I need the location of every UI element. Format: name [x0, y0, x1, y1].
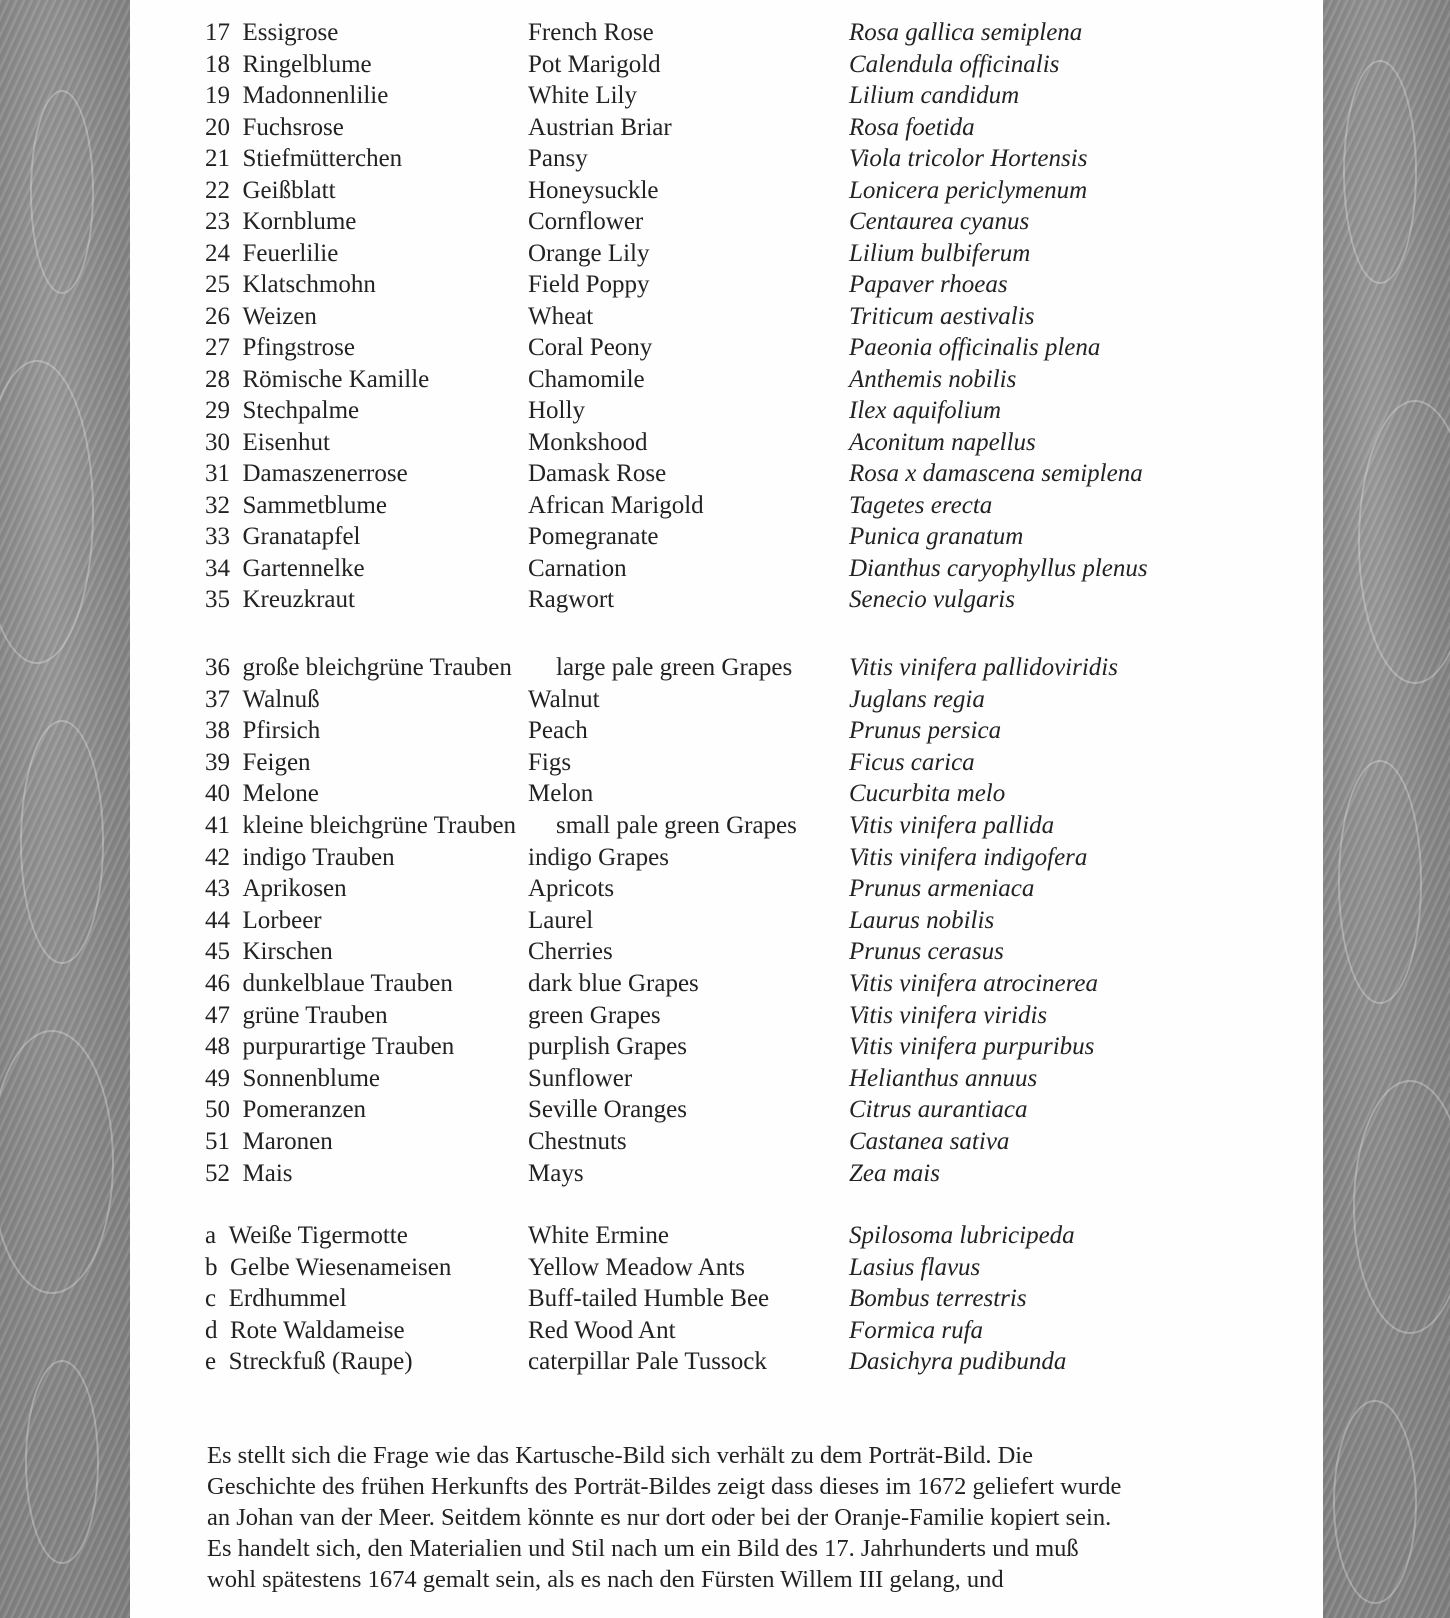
table-row [130, 1064, 1323, 1094]
entry-number: 38 [205, 717, 230, 745]
german-name [205, 1284, 347, 1314]
paragraph-line: an Johan van der Meer. Seitdem könnte es nur dort oder bei der Oranje-Familie kopiert sein. [207, 1504, 1112, 1531]
german-name-text: Pomeranzen [242, 1096, 367, 1124]
latin-name: Vitis vinifera indigofera [849, 843, 1088, 871]
german-name-text: Pfirsich [242, 717, 321, 745]
entry-number: 51 [205, 1128, 230, 1155]
german-name-text: Klatschmohn [242, 271, 376, 298]
german-name [205, 554, 365, 584]
english-name: Chestnuts [528, 1128, 627, 1155]
latin-name: Ficus carica [849, 748, 975, 776]
table-row [130, 716, 1323, 746]
german-name [205, 176, 336, 206]
entry-number: 42 [205, 843, 230, 871]
german-name [205, 302, 317, 332]
english-name: Buff-tailed Humble Bee [528, 1285, 770, 1312]
table-row [130, 522, 1323, 552]
entry-number: 27 [205, 334, 230, 361]
table-row [130, 81, 1323, 111]
german-name-text: Feigen [242, 748, 311, 776]
english-name: green Grapes [528, 1001, 661, 1029]
german-name-text: Madonnenlilie [242, 82, 389, 109]
paragraph-line: wohl spätestens 1674 gemalt sein, als es nach den Fürsten Willem III gelang, und [207, 1566, 1004, 1593]
table-row [130, 239, 1323, 269]
english-name: Red Wood Ant [528, 1316, 676, 1344]
entry-number: 49 [205, 1064, 230, 1092]
english-name: purplish Grapes [528, 1033, 687, 1061]
german-name-text: Kirschen [242, 938, 333, 966]
entry-number: 30 [205, 428, 230, 456]
latin-name: Prunus armeniaca [849, 875, 1035, 903]
english-name: Melon [528, 780, 594, 808]
fruit-ornament-icon [1353, 1080, 1450, 1334]
entry-number: b [205, 1253, 218, 1281]
embossed-border-right [1323, 0, 1450, 1618]
paragraph-line: Es stellt sich die Frage wie das Kartusche-Bild sich verhält zu dem Porträt-Bild. Die [207, 1442, 1033, 1469]
entry-number: 40 [205, 780, 230, 808]
latin-name: Senecio vulgaris [849, 586, 1015, 613]
german-name-text: Gartennelke [242, 554, 365, 582]
german-name [205, 18, 338, 48]
table-row [130, 176, 1323, 206]
flower-ornament-icon [20, 720, 104, 964]
entry-number: e [205, 1348, 217, 1375]
english-name: White Ermine [528, 1222, 669, 1249]
english-name: Cornflower [528, 208, 644, 235]
english-name: Apricots [528, 875, 615, 903]
document-page [130, 0, 1323, 1618]
latin-name: Rosa gallica semiplena [849, 19, 1083, 46]
german-name [205, 333, 355, 363]
table-row [130, 1032, 1323, 1062]
leaf-ornament-icon [0, 360, 94, 664]
latin-name: Ilex aquifolium [849, 397, 1002, 424]
german-name-text: Sonnenblume [242, 1064, 380, 1092]
table-row [130, 969, 1323, 999]
embossed-border-left [0, 0, 130, 1618]
english-name: Carnation [528, 554, 627, 582]
german-name-text: indigo Trauben [242, 843, 395, 871]
table-row [130, 1095, 1323, 1125]
german-name [205, 779, 319, 809]
entry-number: 17 [205, 19, 230, 46]
entry-number: 48 [205, 1033, 230, 1061]
latin-name: Lilium bulbiferum [849, 239, 1031, 267]
german-name [205, 969, 453, 999]
entry-number: c [205, 1285, 217, 1312]
entry-number: 37 [205, 685, 230, 713]
latin-name: Paeonia officinalis plena [849, 334, 1101, 361]
latin-name: Bombus terrestris [849, 1285, 1027, 1312]
german-name [205, 1159, 293, 1189]
leaf-ornament-icon [1358, 400, 1450, 684]
german-name [205, 239, 338, 269]
german-name [205, 653, 512, 683]
english-name: African Marigold [528, 491, 704, 519]
english-name: small pale green Grapes [556, 812, 797, 839]
english-name: Mays [528, 1159, 584, 1187]
german-name-text: Aprikosen [242, 875, 347, 903]
german-name [205, 1064, 380, 1094]
german-name-text: Essigrose [242, 19, 339, 46]
table-row [130, 18, 1323, 48]
latin-name: Dianthus caryophyllus plenus [849, 554, 1148, 582]
english-name: Damask Rose [528, 460, 667, 487]
latin-name: Formica rufa [849, 1316, 984, 1344]
english-name: Figs [528, 748, 572, 776]
german-name-text: Sammetblume [242, 491, 387, 519]
entry-number: a [205, 1222, 217, 1249]
english-name: French Rose [528, 19, 654, 46]
table-row [130, 491, 1323, 521]
german-name [205, 428, 330, 458]
latin-name: Viola tricolor Hortensis [849, 145, 1088, 172]
table-row [130, 270, 1323, 300]
entry-number: 29 [205, 397, 230, 424]
german-name [205, 1221, 408, 1251]
entry-number: 32 [205, 491, 230, 519]
table-row [130, 554, 1323, 584]
english-name: Pansy [528, 145, 588, 172]
english-name: Field Poppy [528, 271, 650, 298]
table-row [130, 906, 1323, 936]
table-row [130, 1284, 1323, 1314]
english-name: Honeysuckle [528, 176, 659, 204]
paragraph-line: Geschichte des frühen Herkunfts des Porträt-Bildes zeigt dass dieses im 1672 geliefert wurde [207, 1473, 1122, 1500]
german-name-text: purpurartige Trauben [242, 1033, 455, 1061]
english-name: Monkshood [528, 428, 648, 456]
table-row [130, 1221, 1323, 1251]
english-name: Pomegranate [528, 523, 659, 550]
table-row [130, 459, 1323, 489]
english-name: dark blue Grapes [528, 970, 699, 997]
entry-number: 25 [205, 271, 230, 298]
latin-name: Lasius flavus [849, 1253, 981, 1281]
latin-name: Zea mais [849, 1159, 940, 1187]
english-name: Chamomile [528, 365, 645, 393]
entry-number: 36 [205, 654, 230, 681]
table-row [130, 685, 1323, 715]
latin-name: Cucurbita melo [849, 780, 1006, 808]
latin-name: Vitis vinifera viridis [849, 1001, 1048, 1029]
english-name: indigo Grapes [528, 843, 669, 871]
german-name [205, 365, 429, 395]
latin-name: Anthemis nobilis [849, 365, 1017, 393]
german-name [205, 1032, 454, 1062]
german-name [205, 748, 311, 778]
entry-number: 50 [205, 1096, 230, 1124]
german-name [205, 1095, 366, 1125]
german-name-text: Erdhummel [228, 1285, 347, 1312]
latin-name: Vitis vinifera pallida [849, 812, 1055, 839]
german-name-text: Rote Waldameise [230, 1316, 405, 1344]
latin-name: Juglans regia [849, 685, 985, 713]
table-row [130, 1347, 1323, 1377]
latin-name: Lilium candidum [849, 82, 1020, 109]
entry-number: 21 [205, 145, 230, 172]
entry-number: 35 [205, 586, 230, 613]
entry-number: 31 [205, 460, 230, 487]
table-row [130, 1001, 1323, 1031]
table-row [130, 843, 1323, 873]
latin-name: Vitis vinifera purpuribus [849, 1033, 1095, 1061]
german-name-text: Streckfuß (Raupe) [228, 1348, 413, 1375]
latin-name: Lonicera periclymenum [849, 176, 1088, 204]
latin-name: Vitis vinifera pallidoviridis [849, 654, 1118, 681]
german-name-text: große bleichgrüne Trauben [242, 654, 512, 681]
entry-number: 39 [205, 748, 230, 776]
english-name: Peach [528, 717, 588, 745]
entry-number: 47 [205, 1001, 230, 1029]
english-name: Austrian Briar [528, 113, 672, 141]
german-name [205, 81, 388, 111]
table-row [130, 1159, 1323, 1189]
table-row [130, 396, 1323, 426]
latin-name: Helianthus annuus [849, 1064, 1038, 1092]
entry-number: 52 [205, 1159, 230, 1187]
entry-number: 26 [205, 302, 230, 330]
table-row [130, 1253, 1323, 1283]
german-name [205, 585, 355, 615]
german-name-text: Weiße Tigermotte [228, 1222, 408, 1249]
german-name [205, 50, 372, 80]
entry-number: 22 [205, 176, 230, 204]
german-name-text: Kreuzkraut [242, 586, 355, 613]
latin-name: Centaurea cyanus [849, 208, 1030, 235]
german-name-text: Ringelblume [242, 50, 372, 78]
vine-ornament-icon [1333, 1400, 1417, 1604]
german-name [205, 1347, 413, 1377]
table-row [130, 811, 1323, 841]
german-name-text: Melone [242, 780, 319, 808]
english-name: large pale green Grapes [556, 654, 793, 681]
german-name [205, 716, 320, 746]
table-row [130, 779, 1323, 809]
german-name [205, 906, 322, 936]
latin-name: Punica granatum [849, 523, 1024, 550]
english-name: Holly [528, 397, 585, 424]
vine-ornament-icon [25, 1360, 99, 1564]
entry-number: 45 [205, 938, 230, 966]
german-name-text: Geißblatt [242, 176, 336, 204]
german-name-text: Fuchsrose [242, 113, 344, 141]
german-name-text: Stechpalme [242, 397, 360, 424]
table-row [130, 874, 1323, 904]
latin-name: Papaver rhoeas [849, 271, 1008, 298]
entry-number: 23 [205, 208, 230, 235]
english-name: Coral Peony [528, 334, 653, 361]
german-name [205, 874, 347, 904]
german-name-text: Gelbe Wiesenameisen [230, 1253, 452, 1281]
german-name-text: Feuerlilie [242, 239, 339, 267]
table-row [130, 365, 1323, 395]
english-name: White Lily [528, 82, 637, 109]
latin-name: Triticum aestivalis [849, 302, 1035, 330]
latin-name: Calendula officinalis [849, 50, 1060, 78]
english-name: Pot Marigold [528, 50, 661, 78]
entry-number: 41 [205, 812, 230, 839]
german-name-text: Eisenhut [242, 428, 330, 456]
latin-name: Laurus nobilis [849, 906, 995, 934]
table-row [130, 302, 1323, 332]
german-name [205, 1001, 388, 1031]
german-name [205, 522, 360, 552]
german-name [205, 270, 376, 300]
latin-name: Dasichyra pudibunda [849, 1348, 1067, 1375]
entry-number: 33 [205, 523, 230, 550]
english-name: Yellow Meadow Ants [528, 1253, 745, 1281]
german-name [205, 843, 395, 873]
table-row [130, 207, 1323, 237]
entry-number: 43 [205, 875, 230, 903]
table-row [130, 113, 1323, 143]
german-name [205, 937, 333, 967]
latin-name: Aconitum napellus [849, 428, 1036, 456]
german-name [205, 113, 344, 143]
german-name [205, 491, 387, 521]
entry-number: 28 [205, 365, 230, 393]
entry-number: 34 [205, 554, 230, 582]
entry-number: 24 [205, 239, 230, 267]
german-name [205, 811, 516, 841]
german-name-text: Mais [242, 1159, 293, 1187]
wheat-ornament-icon [1343, 60, 1417, 284]
german-name-text: Kornblume [242, 208, 357, 235]
english-name: Seville Oranges [528, 1096, 687, 1124]
entry-number: 44 [205, 906, 230, 934]
latin-name: Citrus aurantiaca [849, 1096, 1028, 1124]
latin-name: Prunus cerasus [849, 938, 1004, 966]
german-name [205, 685, 320, 715]
english-name: Ragwort [528, 586, 615, 613]
latin-name: Rosa foetida [849, 113, 975, 141]
table-row [130, 653, 1323, 683]
german-name-text: Römische Kamille [242, 365, 430, 393]
latin-name: Prunus persica [849, 717, 1002, 745]
latin-name: Castanea sativa [849, 1128, 1010, 1155]
german-name-text: Weizen [242, 302, 317, 330]
english-name: caterpillar Pale Tussock [528, 1348, 767, 1375]
table-row [130, 50, 1323, 80]
german-name-text: dunkelblaue Trauben [242, 970, 453, 997]
german-name-text: Pfingstrose [242, 334, 355, 361]
wheat-ornament-icon [30, 90, 94, 294]
german-name-text: Damaszenerrose [242, 460, 408, 487]
entry-number: 46 [205, 970, 230, 997]
english-name: Laurel [528, 906, 594, 934]
table-row [130, 144, 1323, 174]
german-name-text: grüne Trauben [242, 1001, 388, 1029]
fruit-ornament-icon [0, 1030, 114, 1294]
english-name: Orange Lily [528, 239, 650, 267]
flower-ornament-icon [1338, 760, 1422, 1004]
german-name [205, 144, 402, 174]
entry-number: 18 [205, 50, 230, 78]
german-name-text: kleine bleichgrüne Trauben [242, 812, 517, 839]
german-name [205, 459, 408, 489]
table-row [130, 748, 1323, 778]
english-name: Sunflower [528, 1064, 633, 1092]
english-name: Cherries [528, 938, 613, 966]
german-name-text: Lorbeer [242, 906, 322, 934]
body-paragraph [207, 1440, 1297, 1595]
table-row [130, 1316, 1323, 1346]
table-row [130, 1127, 1323, 1157]
table-row [130, 333, 1323, 363]
german-name [205, 396, 359, 426]
german-name [205, 1127, 333, 1157]
german-name-text: Granatapfel [242, 523, 361, 550]
german-name-text: Stiefmütterchen [242, 145, 403, 172]
latin-name: Rosa x damascena semiplena [849, 460, 1143, 487]
entry-number: 19 [205, 82, 230, 109]
entry-number: 20 [205, 113, 230, 141]
german-name [205, 207, 356, 237]
table-row [130, 937, 1323, 967]
table-row [130, 585, 1323, 615]
latin-name: Spilosoma lubricipeda [849, 1222, 1075, 1249]
entry-number: d [205, 1316, 218, 1344]
german-name [205, 1253, 451, 1283]
german-name-text: Walnuß [242, 685, 320, 713]
paragraph-line: Es handelt sich, den Materialien und Stil nach um ein Bild des 17. Jahrhunderts und muß [207, 1535, 1079, 1562]
table-row [130, 428, 1323, 458]
latin-name: Tagetes erecta [849, 491, 993, 519]
english-name: Wheat [528, 302, 594, 330]
german-name [205, 1316, 405, 1346]
german-name-text: Maronen [242, 1128, 333, 1155]
english-name: Walnut [528, 685, 600, 713]
latin-name: Vitis vinifera atrocinerea [849, 970, 1099, 997]
